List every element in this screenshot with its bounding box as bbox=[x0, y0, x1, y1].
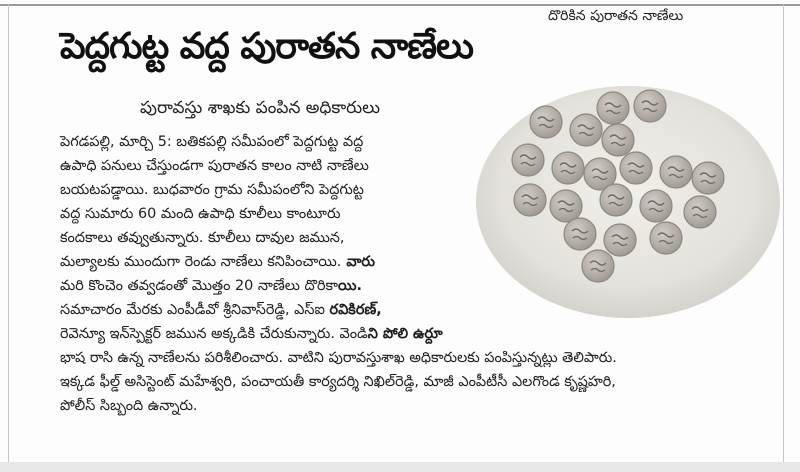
top-divider bbox=[0, 4, 800, 6]
article-line bbox=[60, 274, 780, 298]
coin bbox=[634, 90, 666, 122]
article-line: పెగడపల్లి, మార్చి 5: బతికపల్లి సమీపంలో పెద్దగుట్ట వద్ద bbox=[60, 134, 364, 150]
article-line: ఇక్కడ ఫీల్డ్ అసిస్టెంట్ మహేశ్వరి, పంచాయతీ కార్యదర్శి నిఖిల్‌రెడ్డి, మాజీ ఎంపీటీసీ ఎలగొండ కృష్ణహరి, bbox=[60, 374, 616, 390]
article-text: మరి కొంచెం తవ్వడంతో మొత్తం 20 నాణేలు దొరికా bbox=[60, 278, 338, 294]
article-line bbox=[60, 250, 780, 274]
article-text-bold: వారు bbox=[341, 254, 375, 270]
article-text: సమాచారం మేరకు ఎంపీడీవో శ్రీనివాస్‌రెడ్డి, ఎస్‌ఐ bbox=[60, 302, 330, 318]
left-column-rule bbox=[8, 4, 9, 462]
article-line: బయటపడ్డాయి. బుధవారం గ్రామ సమీపంలోని పెద్దగుట్ట bbox=[60, 182, 364, 198]
bottom-page-band bbox=[0, 462, 800, 472]
coin bbox=[597, 92, 629, 124]
article-line: పోలీస్ సిబ్బంది ఉన్నారు. bbox=[60, 398, 198, 414]
article-text: రెవెన్యూ ఇన్‌స్పెక్టర్ జమున అక్కడికి చేరుకున్నారు. వెండి bbox=[60, 326, 368, 342]
article-text: మల్యాలకు ముందుగా రెండు నాణేలు కనిపించాయి. bbox=[60, 254, 342, 270]
article-line: ఉపాధి పనులు చేస్తుండగా పురాతన కాలం నాటి నాణేలు bbox=[60, 158, 369, 174]
article-line bbox=[60, 322, 780, 346]
subheadline: పురావస్తు శాఖకు పంపిన అధికారులు bbox=[140, 98, 381, 118]
article-line bbox=[60, 298, 780, 322]
article-line: కందకాలు తవ్వుతున్నారు. కూలీలు దావుల జమున, bbox=[60, 230, 345, 246]
headline: పెద్దగుట్ట వద్ద పురాతన నాణేలు bbox=[60, 26, 473, 67]
article-text-bold: రవికిరణ్, bbox=[329, 302, 382, 318]
article-line: వద్ద సుమారు 60 మంది ఉపాధి కూలీలు కాంటూరు bbox=[60, 206, 341, 222]
article-line: భాష రాసి ఉన్న నాణేలను పరిశీలించారు. వాటిని పురావస్తుశాఖ అధికారులకు పంపిస్తున్నట్లు తెలిపారు. bbox=[60, 350, 617, 366]
article-body bbox=[60, 130, 780, 418]
article-text-bold: యి. bbox=[338, 278, 362, 294]
photo-caption: దొరికిన పురాతన నాణేలు bbox=[548, 8, 684, 24]
article-text-bold: ని పోలి ఉర్దూ bbox=[367, 326, 443, 342]
